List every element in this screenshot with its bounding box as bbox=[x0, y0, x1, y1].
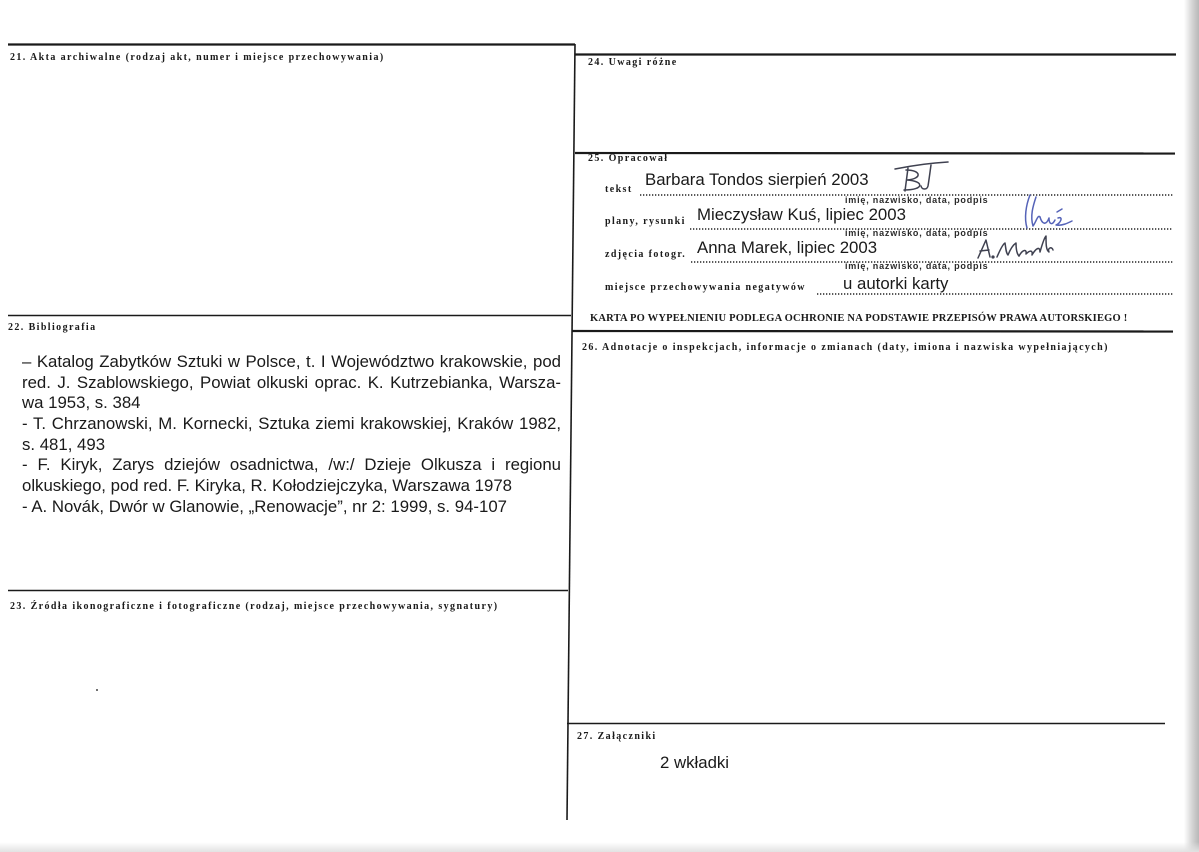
section-24-label: 24. Uwagi różne bbox=[588, 57, 678, 68]
scan-edge-bottom bbox=[0, 842, 1199, 852]
photos-author-hint: imię, nazwisko, data, podpis bbox=[845, 261, 989, 271]
signature-stroke bbox=[1057, 209, 1062, 212]
ink-speck bbox=[96, 689, 98, 691]
copyright-notice: KARTA PO WYPEŁNIENIU PODLEGA OCHRONIE NA PODSTAWIE PRZEPISÓW PRAWA AUTORSKIEGO ! bbox=[590, 313, 1128, 324]
signature-photos-author bbox=[978, 236, 1053, 258]
negatives-location-label: miejsce przechowywania negatywów bbox=[605, 282, 806, 293]
signature-stroke bbox=[1056, 218, 1072, 226]
section-27-label: 27. Załączniki bbox=[577, 731, 657, 742]
bibliography-line: - T. Chrzanowski, M. Kornecki, Sztuka ziemi krakowskiej, Kraków 1982, bbox=[22, 414, 561, 434]
drawings-author-label: plany, rysunki bbox=[605, 216, 686, 227]
bibliography-line: wa 1953, s. 384 bbox=[22, 393, 141, 413]
signature-stroke bbox=[1019, 236, 1053, 256]
signature-stroke bbox=[997, 243, 1019, 257]
signature-stroke bbox=[921, 165, 931, 189]
bibliography-line: s. 481, 493 bbox=[22, 434, 106, 454]
section-23-label: 23. Źródła ikonograficzne i fotograficzne (rodzaj, miejsce przechowywania, sygnatury) bbox=[10, 601, 499, 612]
signature-stroke bbox=[1026, 195, 1030, 228]
section-22-label: 22. Bibliografia bbox=[8, 322, 97, 333]
signature-stroke bbox=[978, 240, 990, 258]
column-divider bbox=[567, 44, 575, 820]
signature-stroke bbox=[1032, 197, 1040, 226]
signature-stroke bbox=[895, 162, 948, 169]
photos-author-label: zdjęcia fotogr. bbox=[605, 249, 687, 260]
bibliography-line: – Katalog Zabytków Sztuki w Polsce, t. I Województwo krakowskie, pod bbox=[22, 352, 561, 371]
signature-text-author bbox=[895, 162, 948, 191]
scan-edge-right bbox=[1184, 0, 1199, 852]
signature-stroke bbox=[1040, 217, 1055, 224]
attachments-value: 2 wkładki bbox=[660, 753, 730, 772]
section-21-label: 21. Akta archiwalne (rodzaj akt, numer i miejsce przechowywania) bbox=[10, 52, 385, 63]
negatives-location-value: u autorki karty bbox=[843, 274, 949, 293]
bibliography-line: olkuskiego, pod red. F. Kiryka, R. Kołodziejczyka, Warszawa 1978 bbox=[22, 476, 512, 496]
signature-stroke bbox=[905, 168, 908, 191]
drawings-author-value: Mieczysław Kuś, lipiec 2003 bbox=[697, 205, 906, 224]
signature-stroke bbox=[904, 170, 920, 190]
text-author-hint: imię, nazwisko, data, podpis bbox=[845, 195, 989, 205]
bibliography-line: red. J. Szablowskiego, Powiat olkuski oprac. K. Kutrzebianka, Warsza- bbox=[22, 372, 561, 392]
drawings-author-hint: imię, nazwisko, data, podpis bbox=[845, 228, 989, 238]
section-26-label: 26. Adnotacje o inspekcjach, informacje o zmianach (daty, imiona i nazwiska wypełniających) bbox=[582, 342, 1109, 353]
signature-drawings-author bbox=[1026, 195, 1072, 228]
signature-dot bbox=[992, 256, 994, 258]
text-author-label: tekst bbox=[605, 184, 633, 195]
text-author-value: Barbara Tondos sierpień 2003 bbox=[645, 170, 869, 189]
bibliography-list bbox=[22, 352, 561, 518]
photos-author-value: Anna Marek, lipiec 2003 bbox=[697, 238, 878, 257]
bibliography-line: - A. Novák, Dwór w Glanowie, „Renowacje”, nr 2: 1999, s. 94-107 bbox=[22, 496, 508, 516]
section-25-label: 25. Opracował bbox=[588, 153, 669, 164]
bibliography-line: - F. Kiryk, Zarys dziejów osadnictwa, /w:/ Dzieje Olkusza i regionu bbox=[22, 455, 561, 475]
rule-25-26 bbox=[572, 331, 1173, 332]
